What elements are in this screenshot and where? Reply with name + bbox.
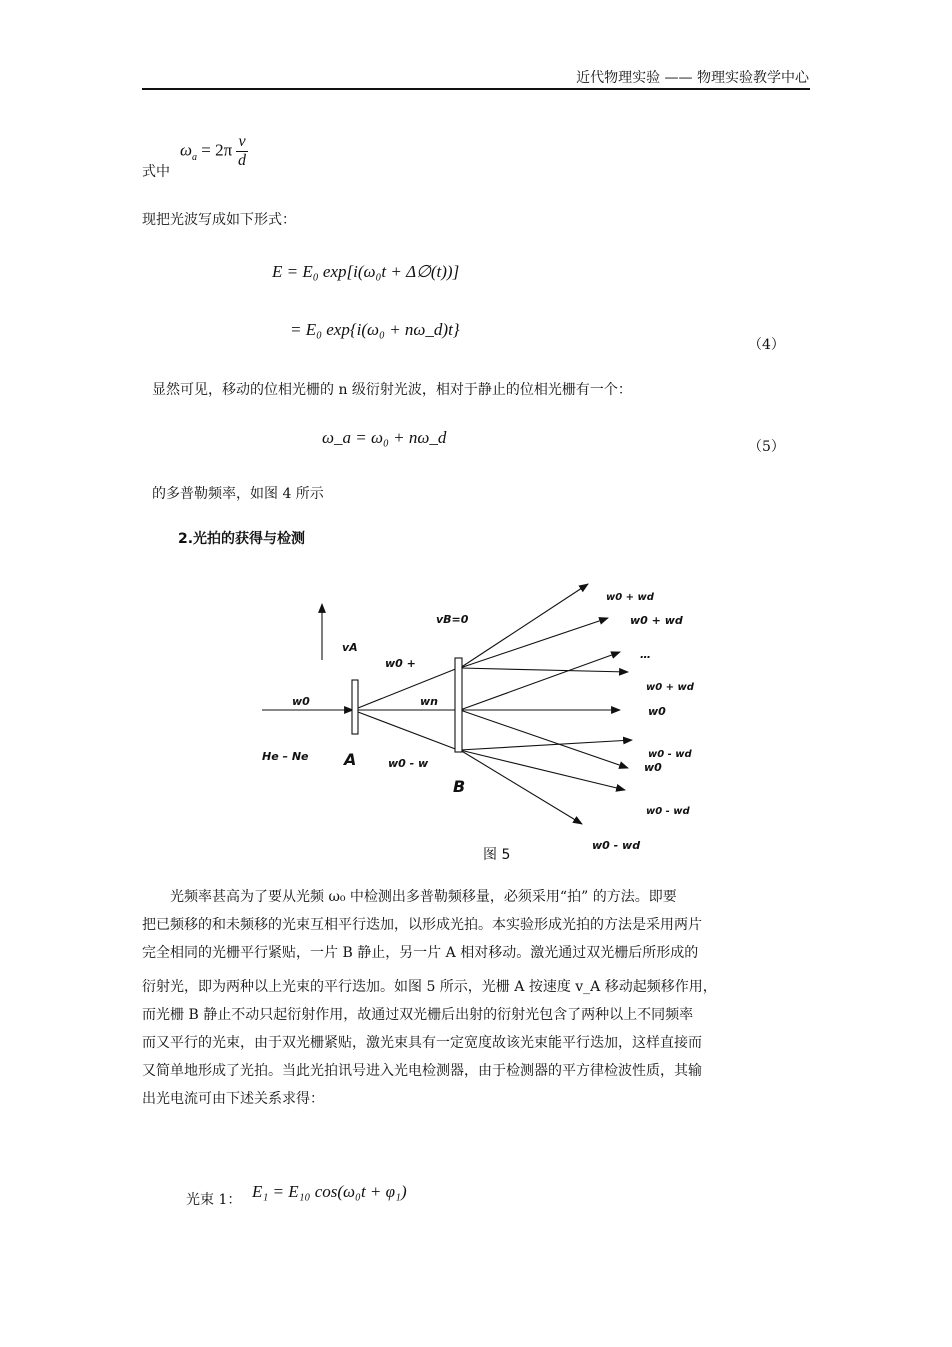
ray-out-1	[460, 584, 588, 668]
label-w0-wd-top: w0 + wd	[606, 592, 654, 603]
eq-def-lhs-sub: a	[192, 151, 198, 163]
label-w0-wd-3: w0 + wd	[646, 682, 694, 693]
ray-out-6	[460, 710, 628, 768]
ray-a-b-lower	[358, 712, 458, 750]
paragraph-line: 把已频移的和未频移的光束互相平行迭加，以形成光拍。本实验形成光拍的方法是采用两片	[142, 917, 702, 933]
ray-out-7	[460, 740, 632, 750]
paragraph-line: 而光栅 B 静止不动只起衍射作用，故通过双光栅后出射的衍射光包含了两种以上不同频率	[142, 1007, 694, 1023]
label-va: vA	[342, 641, 358, 654]
beam1-label: 光束 1：	[186, 1192, 242, 1208]
eq-def-den: d	[237, 152, 246, 169]
ray-a-b-upper	[358, 668, 458, 708]
label-vb0: vB=0	[436, 613, 469, 626]
paragraph-line: 而又平行的光束，由于双光栅紧贴，激光束具有一定宽度故该光束能平行迭加，这样直接而	[142, 1035, 702, 1051]
body-paragraph	[142, 883, 810, 1113]
label-w0-lower: w0	[644, 761, 662, 774]
paragraph-line: 光频率甚高为了要从光频 ω₀ 中检测出多普勒频移量，必须采用“拍” 的方法。即要	[170, 889, 677, 905]
paragraph-line: 出光电流可由下述关系求得：	[142, 1091, 324, 1107]
label-w0-minus-w: w0 - w	[388, 757, 429, 770]
paragraph-line: 又简单地形成了光拍。当此光拍讯号进入光电检测器，由于检测器的平方律检波性质，其输	[142, 1063, 702, 1079]
eq4-line1: E = E₀ exp[i(ω₀t + Δ∅(t))]	[272, 262, 460, 281]
ray-out-4	[460, 652, 620, 710]
eq-def-rhs: = 2π	[201, 140, 233, 160]
eq4-line2: = E₀ exp{i(ω₀ + nω_d)t}	[290, 320, 460, 339]
eq4-number: （4）	[748, 337, 785, 353]
ray-out-3	[460, 668, 628, 672]
paragraph-line: 完全相同的光栅平行紧贴，一片 B 静止，另一片 A 相对移动。激光通过双光栅后所形成的	[142, 945, 699, 961]
label-w0-plus: w0 +	[385, 657, 416, 670]
header-rule	[142, 88, 810, 90]
intro-line: 现把光波写成如下形式：	[142, 212, 296, 228]
eq-def	[180, 133, 248, 170]
header-title: 近代物理实验 —— 物理实验教学中心	[576, 70, 809, 86]
label-w0-wd-bottom: w0 - wd	[592, 839, 641, 852]
label-b: B	[453, 777, 466, 796]
grating-b	[455, 658, 462, 752]
label-wn: wn	[420, 695, 438, 708]
eq5: ω_a = ω₀ + nω_d	[322, 428, 447, 447]
label-w0-wd-2: w0 + wd	[630, 614, 683, 627]
eq-def-num: v	[238, 133, 246, 150]
section-title: 2.光拍的获得与检测	[178, 531, 306, 547]
label-w0-wd-5: w0 - wd	[646, 806, 690, 817]
label-dots: …	[640, 648, 651, 661]
ray-out-8	[460, 750, 625, 790]
label-w0-in: w0	[292, 695, 310, 708]
beam1-formula: E₁ = E₁₀ cos(ω₀t + φ₁)	[252, 1182, 407, 1201]
eq-def-prefix: 式中	[142, 164, 170, 180]
eq-def-fraction	[236, 133, 247, 170]
grating-diagram	[250, 572, 710, 867]
eq5-number: （5）	[748, 439, 785, 455]
sentence-after-eq5: 的多普勒频率，如图 4 所示	[152, 486, 324, 502]
label-hene: He – Ne	[262, 750, 309, 763]
label-a: A	[344, 750, 357, 769]
eq-def-lhs: ω	[180, 140, 193, 160]
sentence-after-eq4: 显然可见，移动的位相光栅的 n 级衍射光波，相对于静止的位相光栅有一个：	[152, 382, 632, 398]
ray-out-9	[460, 750, 582, 824]
figure-caption: 图 5	[483, 847, 511, 863]
label-w0-wd-4: w0 - wd	[648, 749, 692, 760]
ray-out-2	[460, 618, 608, 668]
label-w0-center: w0	[648, 705, 666, 718]
paragraph-line: 衍射光，即为两种以上光束的平行迭加。如图 5 所示，光栅 A 按速度 v_A 移动起频移作用，	[142, 979, 717, 995]
grating-a	[352, 680, 358, 734]
